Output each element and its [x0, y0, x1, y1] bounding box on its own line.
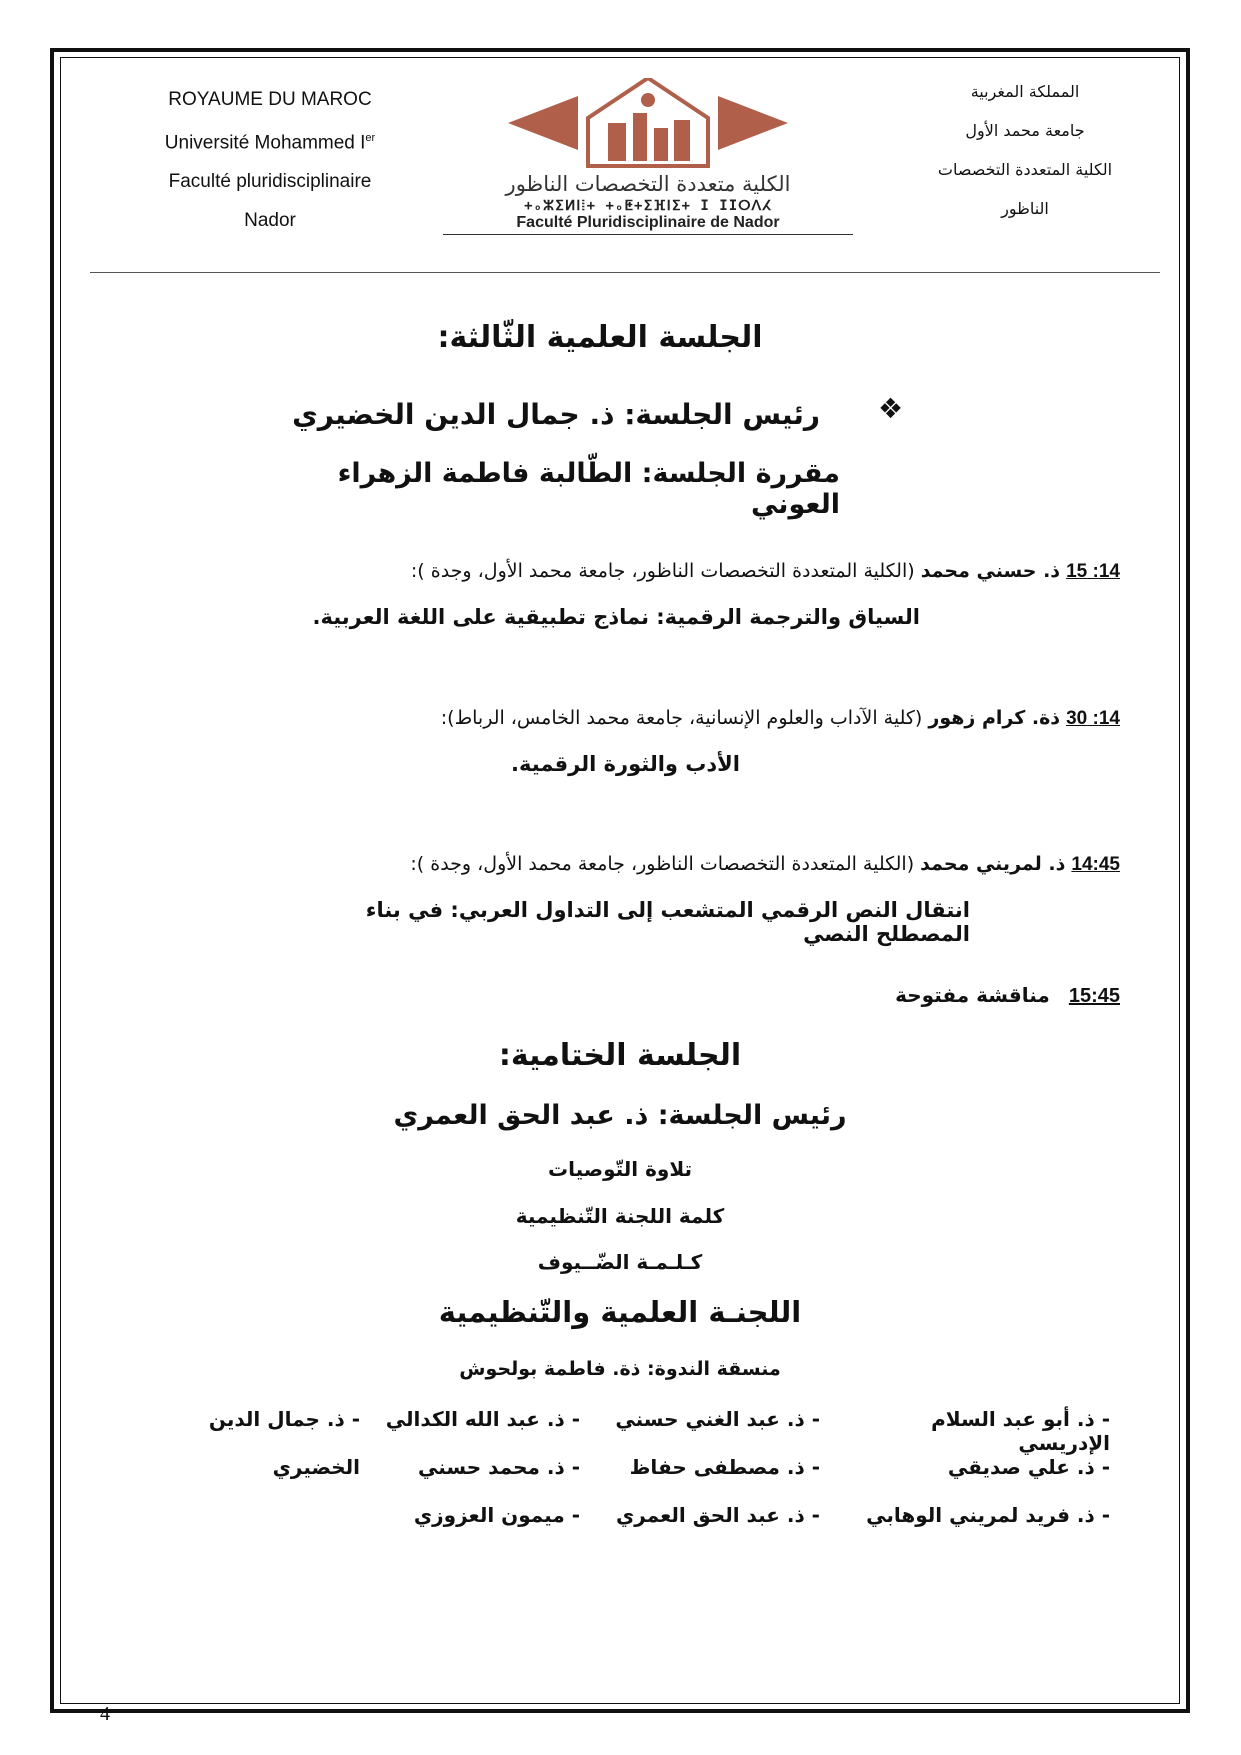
- header-fr-line-4: Nador: [244, 210, 296, 232]
- committee-member: - ذ. محمد حسني: [418, 1455, 580, 1479]
- committee-member: - ذ. عبد الغني حسني: [615, 1407, 820, 1431]
- header-fr-line-2: Université Mohammed Ier: [164, 132, 376, 154]
- committee-member: - ذ. عبد الحق العمري: [615, 1503, 820, 1527]
- talk-2-heading: [300, 707, 1120, 730]
- closing-item-3: كـلـمـة الضّــيوف: [537, 1250, 703, 1274]
- open-discussion: [700, 983, 1120, 1008]
- session3-chair: رئيس الجلسة: ذ. جمال الدين الخضيري: [292, 398, 820, 431]
- discussion-time: 15:45: [1068, 985, 1120, 1007]
- talk-2-time: 14: 30: [1066, 708, 1120, 729]
- talk-1-affiliation: (الكلية المتعددة التخصصات الناظور، جامعة محمد الأول، وجدة ):: [410, 560, 915, 582]
- committee-member: - ذ. علي صديقي: [947, 1455, 1110, 1479]
- committee-member: - ذ. فريد لمريني الوهابي: [866, 1503, 1110, 1527]
- closing-chair: رئيس الجلسة: ذ. عبد الحق العمري: [393, 1100, 847, 1131]
- session3-title: الجلسة العلمية الثّالثة:: [437, 320, 763, 355]
- header-ar-line-1: المملكة المغربية: [970, 82, 1080, 101]
- committee-member: - ذ. جمال الدين: [208, 1407, 360, 1431]
- talk-1-title: السياق والترجمة الرقمية: نماذج تطبيقية على اللغة العربية.: [312, 605, 920, 629]
- logo-tifinagh-text: +ₒⵣⵉⵍⵏⵂ+ +ₒⵟ+ⵉⴼⵏⵉ+ I IIⵔⴷⵃ: [524, 198, 772, 214]
- discussion-label: مناقشة مفتوحة: [895, 983, 1050, 1007]
- talk-2-affiliation: (كلية الآداب والعلوم الإنسانية، جامعة محمد الخامس، الرباط):: [440, 707, 923, 729]
- header-arabic: [905, 72, 1145, 228]
- logo-underline: [443, 234, 853, 235]
- talk-3-heading: [300, 853, 1120, 876]
- closing-item-1: تلاوة التّوصيات: [547, 1157, 693, 1181]
- closing-title: الجلسة الختامية:: [498, 1038, 742, 1073]
- header-ar-line-3: الكلية المتعددة التخصصات: [937, 160, 1113, 179]
- diamond-bullet-icon: ❖: [878, 392, 904, 425]
- faculty-logo: [438, 78, 858, 253]
- committee-coordinator: منسقة الندوة: ذة. فاطمة بولحوش: [459, 1358, 781, 1380]
- header-french: [120, 80, 420, 240]
- talk-3-title: انتقال النص الرقمي المتشعب إلى التداول العربي: في بناء المصطلح النصي: [365, 898, 970, 946]
- header-divider: [90, 272, 1160, 273]
- committee-member: - ذ. مصطفى حفاظ: [629, 1455, 820, 1479]
- session3-rapporteur: مقررة الجلسة: الطّالبة فاطمة الزهراء العوني: [337, 458, 840, 520]
- talk-3-time: 14:45: [1071, 854, 1120, 875]
- page-number: 4: [100, 1703, 110, 1725]
- talk-1-heading: [300, 560, 1120, 583]
- header-ar-line-4: الناظور: [1001, 199, 1049, 218]
- talk-3-speaker: ذ. لمريني محمد: [920, 853, 1066, 875]
- committee-member: - ميمون العزوزي: [413, 1503, 580, 1527]
- logo-french-text: Faculté Pluridisciplinaire de Nador: [516, 214, 780, 231]
- committee-member: الخضيري: [272, 1455, 360, 1479]
- committee-title: اللجنـة العلمية والتّنظيمية: [438, 1295, 802, 1329]
- talk-1-time: 14: 15: [1066, 561, 1120, 582]
- talk-2-speaker: ذة. كرام زهور: [928, 707, 1061, 729]
- logo-emblem-icon: [508, 78, 788, 168]
- talk-3-affiliation: (الكلية المتعددة التخصصات الناظور، جامعة محمد الأول، وجدة ):: [410, 853, 915, 875]
- header-ar-line-2: جامعة محمد الأول: [965, 121, 1085, 140]
- closing-item-2: كلمة اللجنة التّنظيمية: [515, 1204, 725, 1228]
- header-fr-line-3: Faculté pluridisciplinaire: [168, 171, 372, 193]
- header-fr-line-1: ROYAUME DU MAROC: [168, 89, 372, 110]
- talk-2-title: الأدب والثورة الرقمية.: [511, 752, 740, 776]
- committee-member: - ذ. عبد الله الكدالي: [385, 1407, 580, 1431]
- logo-arabic-text: الكلية متعددة التخصصات الناظور: [505, 172, 791, 196]
- talk-1-speaker: ذ. حسني محمد: [920, 560, 1061, 582]
- committee-member: - ذ. أبو عبد السلام الإدريسي: [931, 1407, 1110, 1455]
